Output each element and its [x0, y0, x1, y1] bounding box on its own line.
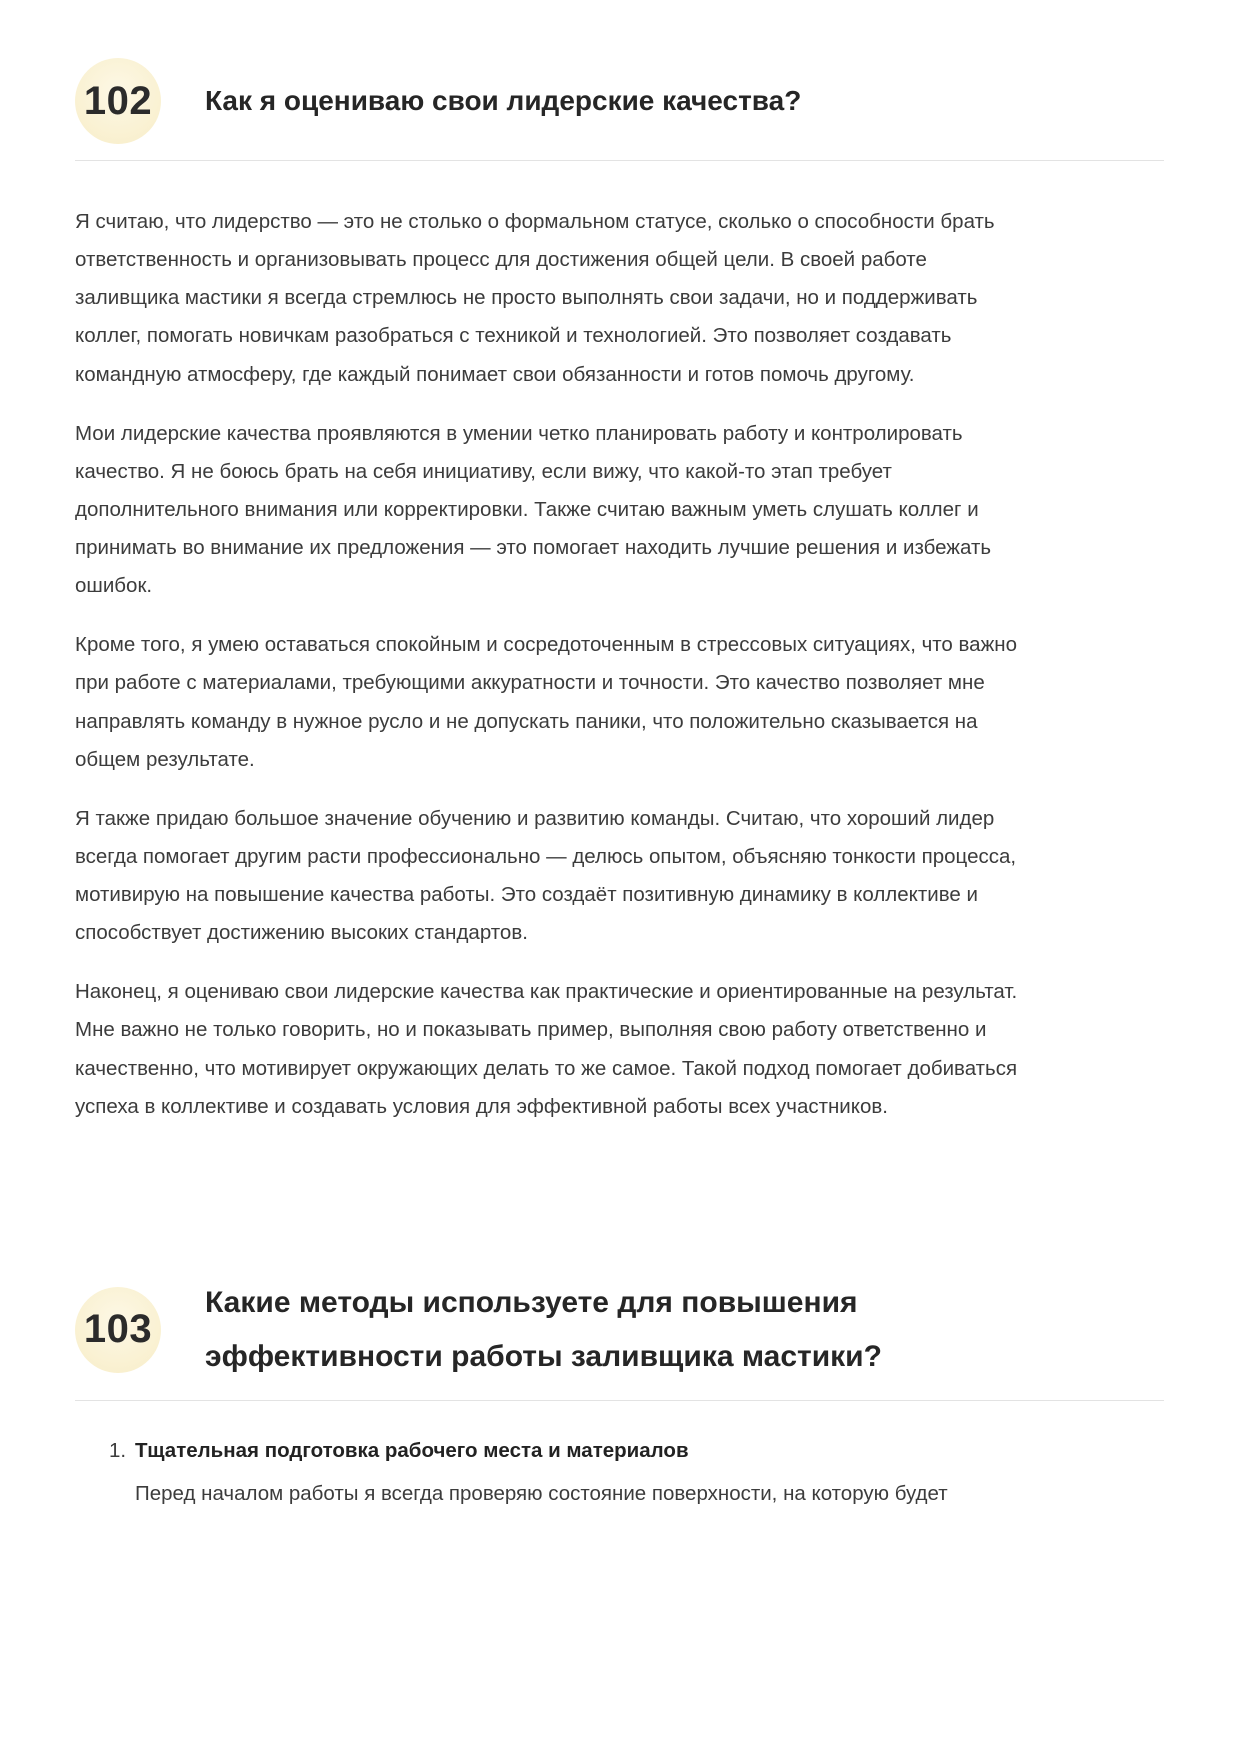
section-question-102: [75, 58, 1164, 1126]
question-number: 103: [83, 1307, 153, 1352]
header-divider: [75, 1400, 1164, 1401]
list-item: [109, 1433, 1039, 1512]
question-number: 102: [83, 78, 153, 123]
answer-paragraph: Мои лидерские качества проявляются в умении четко планировать работу и контролировать качество. Я не боюсь брать на себя инициативу, если вижу, что какой-то этап требует дополнительного внимания или корректировки. Также считаю важным уметь слушать коллег и принимать во внимание их предложения — это помогает находить лучшие решения и избежать ошибок.: [75, 421, 992, 598]
question-title: Какие методы используете для повышения эффективности работы заливщика мастики?: [205, 1285, 882, 1373]
section-question-103: [75, 1276, 1164, 1512]
question-number-badge: [75, 1287, 161, 1373]
answer-paragraph: Я считаю, что лидерство — это не столько о формальном статусе, сколько о способности брать ответственность и организовывать процесс для достижения общей цели. В своей работе заливщика мастики я всегда стремлюсь не просто выполнять свои задачи, но и поддерживать коллег, помогать новичкам разобраться с техникой и технологией. Это позволяет создавать командную атмосферу, где каждый понимает свои обязанности и готов помочь другому.: [75, 210, 995, 386]
answer-list-103: [75, 1433, 1164, 1512]
section-header-102: [75, 58, 1164, 144]
question-title: Как я оцениваю свои лидерские качества?: [205, 84, 802, 116]
list-item-body: Перед началом работы я всегда проверяю состояние поверхности, на которую будет: [135, 1481, 948, 1505]
answer-body-102: [75, 161, 1164, 1126]
section-header-103: [75, 1276, 1164, 1384]
answer-paragraph: Кроме того, я умею оставаться спокойным и сосредоточенным в стрессовых ситуациях, что важно при работе с материалами, требующими аккуратности и точности. Это качество позволяет мне направлять команду в нужное русло и не допускать паники, что положительно сказывается на общем результате.: [75, 633, 1018, 771]
answer-paragraph: Наконец, я оцениваю свои лидерские качества как практические и ориентированные на результат. Мне важно не только говорить, но и показывать пример, выполняя свою работу ответственно и качественно, что мотивирует окружающих делать то же самое. Такой подход помогает добиваться успеха в коллективе и создавать условия для эффективной работы всех участников.: [75, 980, 1018, 1118]
answer-paragraph: Я также придаю большое значение обучению и развитию команды. Считаю, что хороший лидер всегда помогает другим расти профессионально — делюсь опытом, объясняю тонкости процесса, мотивирую на повышение качества работы. Это создаёт позитивную динамику в коллективе и способствует достижению высоких стандартов.: [75, 806, 1017, 945]
question-number-badge: [75, 58, 161, 144]
list-item-number: 1.: [109, 1438, 127, 1462]
list-item-title: Тщательная подготовка рабочего места и материалов: [135, 1438, 689, 1462]
